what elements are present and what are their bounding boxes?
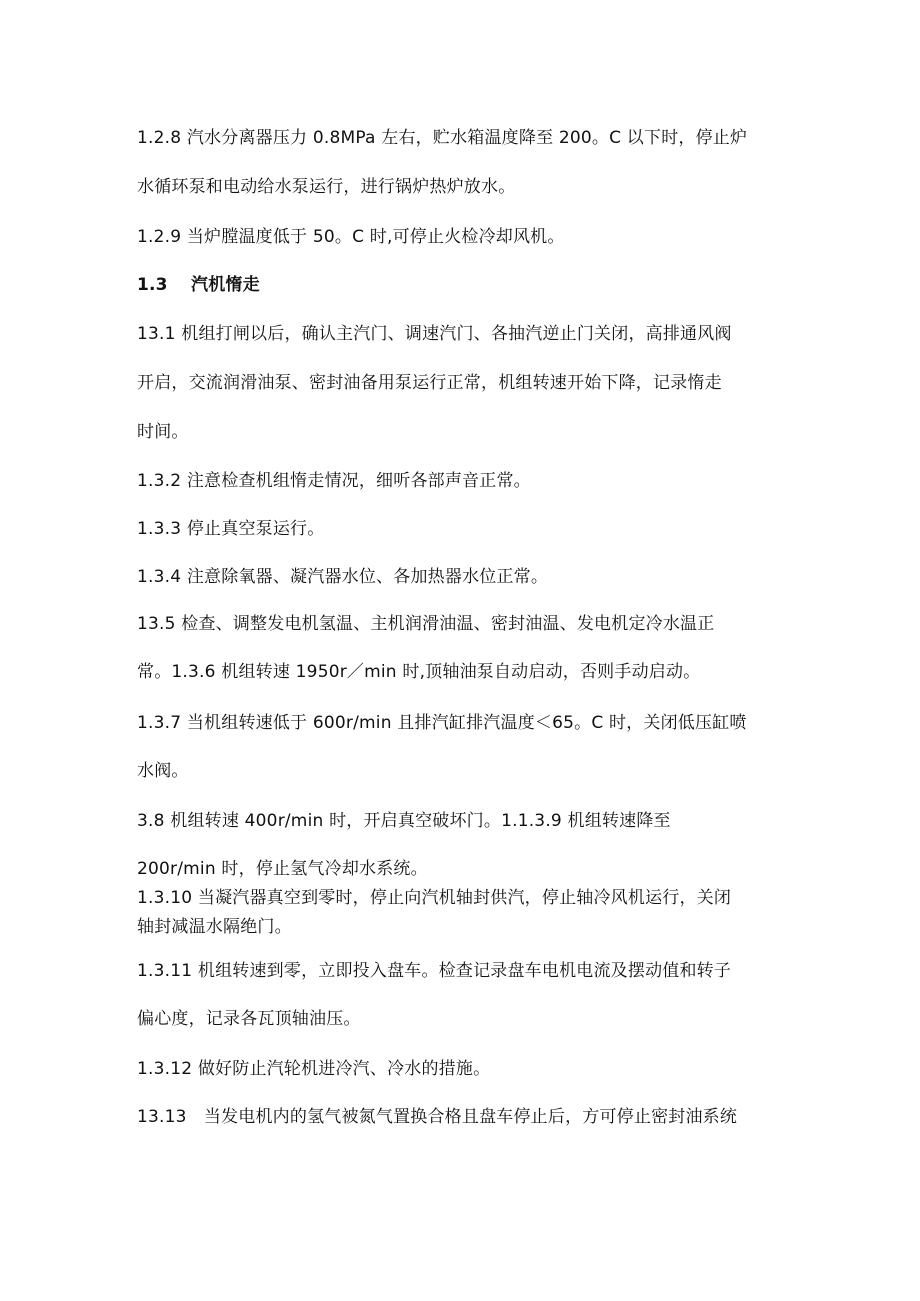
text-line: 3.8 机组转速 400r/min 时，开启真空破坏门。1.1.3.9 机组转速降至 (137, 811, 671, 831)
text-line: 轴封减温水隔绝门。 (137, 917, 292, 937)
section-heading: 1.3 汽机惰走 (137, 275, 260, 295)
text-line: 常。1.3.6 机组转速 1950r／min 时,顶轴油泵自动启动，否则手动启动。 (137, 662, 701, 682)
text-line: 水循环泵和电动给水泵运行，进行锅炉热炉放水。 (137, 177, 516, 197)
text-line: 水阀。 (137, 761, 189, 781)
text-line: 13.1 机组打闸以后，确认主汽门、调速汽门、各抽汽逆止门关闭，高排通风阀 (137, 324, 732, 344)
text-line: 1.3.2 注意检查机组惰走情况，细听各部声音正常。 (137, 471, 531, 491)
text-line: 1.2.9 当炉膛温度低于 50。C 时,可停止火检冷却风机。 (137, 227, 565, 247)
text-line: 1.3.11 机组转速到零，立即投入盘车。检查记录盘车电机电流及摆动值和转子 (137, 961, 732, 981)
text-line: 1.3.3 停止真空泵运行。 (137, 519, 325, 539)
text-line: 1.3.10 当凝汽器真空到零时，停止向汽机轴封供汽，停止轴冷风机运行，关闭 (137, 888, 732, 908)
text-line: 200r/min 时，停止氢气冷却水系统。 (137, 859, 428, 879)
text-line: 开启，交流润滑油泵、密封油备用泵运行正常，机组转速开始下降，记录惰走 (137, 373, 722, 393)
text-line: 13.13 当发电机内的氢气被氮气置换合格且盘车停止后，方可停止密封油系统 (137, 1107, 738, 1127)
text-line: 1.3.7 当机组转速低于 600r/min 且排汽缸排汽温度＜65。C 时，关闭低压缸喷 (137, 713, 747, 733)
text-line: 时间。 (137, 422, 189, 442)
text-line: 偏心度，记录各瓦顶轴油压。 (137, 1009, 361, 1029)
text-line: 1.2.8 汽水分离器压力 0.8MPa 左右，贮水箱温度降至 200。C 以下时，停止炉 (137, 128, 748, 148)
text-line: 1.3.12 做好防止汽轮机进冷汽、冷水的措施。 (137, 1059, 491, 1079)
text-line: 1.3.4 注意除氧器、凝汽器水位、各加热器水位正常。 (137, 567, 549, 587)
text-line: 13.5 检查、调整发电机氢温、主机润滑油温、密封油温、发电机定冷水温正 (137, 614, 715, 634)
